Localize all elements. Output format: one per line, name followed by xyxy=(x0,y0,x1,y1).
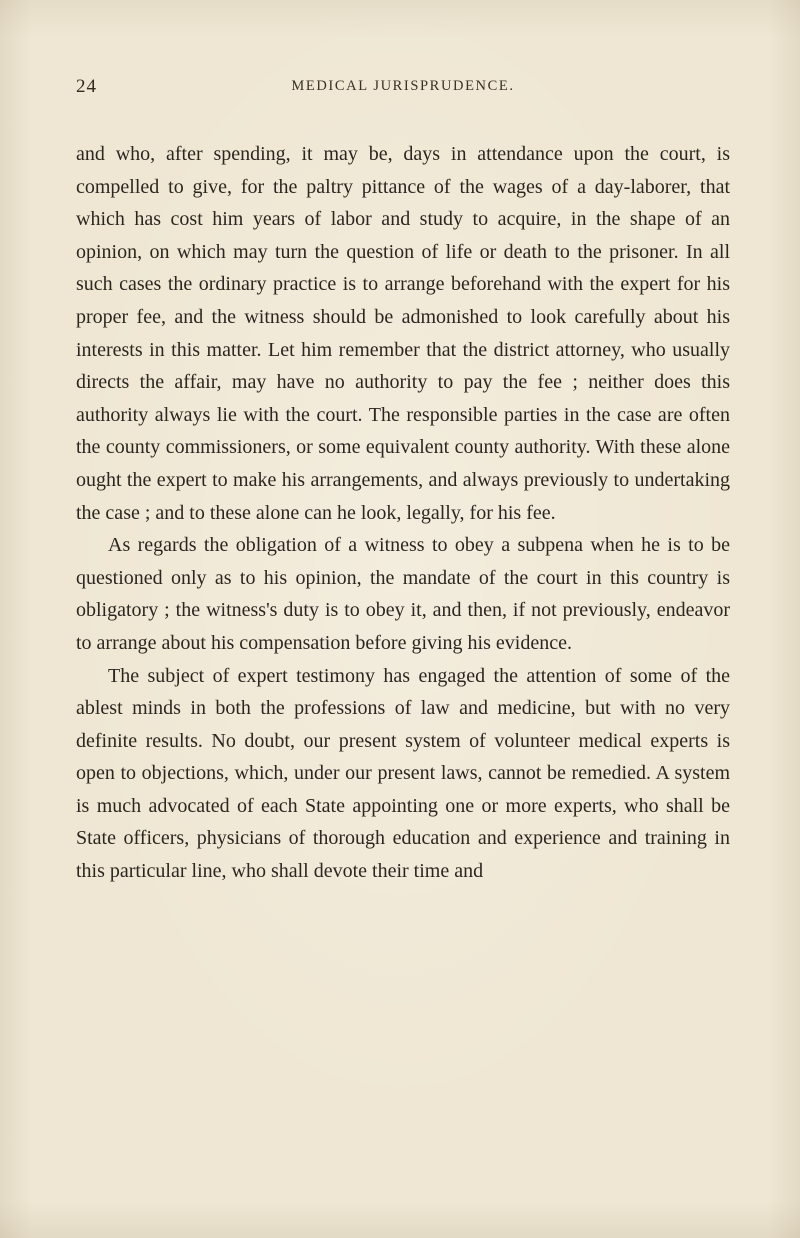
page-header xyxy=(76,76,730,100)
running-title: MEDICAL JURISPRUDENCE. xyxy=(291,78,515,94)
paragraph: As regards the obligation of a witness to obey a subpena when he is to be questioned only as to his opinion, the mandate of the court in this country is obligatory ; the witness's duty is to obey it, and then, if not previously, endeavor to arrange about his compensation before giving his evidence. xyxy=(76,534,730,654)
paragraph: The subject of expert testimony has engaged the attention of some of the ablest minds in both the professions of law and medicine, but with no very definite results. No doubt, our present system of volunteer medical experts is open to objections, which, under our present laws, cannot be remedied. A system is much advocated of each State appointing one or more experts, who shall be State officers, physicians of thorough education and experience and training in this particular line, who shall devote their time and xyxy=(76,664,730,883)
paragraph-continuation: and who, after spending, it may be, days in attendance upon the court, is compelled to give, for the paltry pittance of the wages of a day-laborer, that which has cost him years of labor and study to acquire, in the shape of an opinion, on which may turn the question of life or death to the prisoner. In all such cases the ordinary practice is to arrange beforehand with the expert for his proper fee, and the witness should be admonished to look carefully about his interests in this matter. Let him remember that the district attorney, who usually directs the affair, may have no authority to pay the fee ; neither does this authority always lie with the court. The responsible parties in the case are often the county commissioners, or some equivalent county authority. With these alone ought the expert to make his arrangements, and always previously to undertaking the case ; and to these alone can he look, legally, for his fee. xyxy=(76,143,730,524)
body-text xyxy=(76,138,730,1198)
page-number: 24 xyxy=(76,76,97,97)
